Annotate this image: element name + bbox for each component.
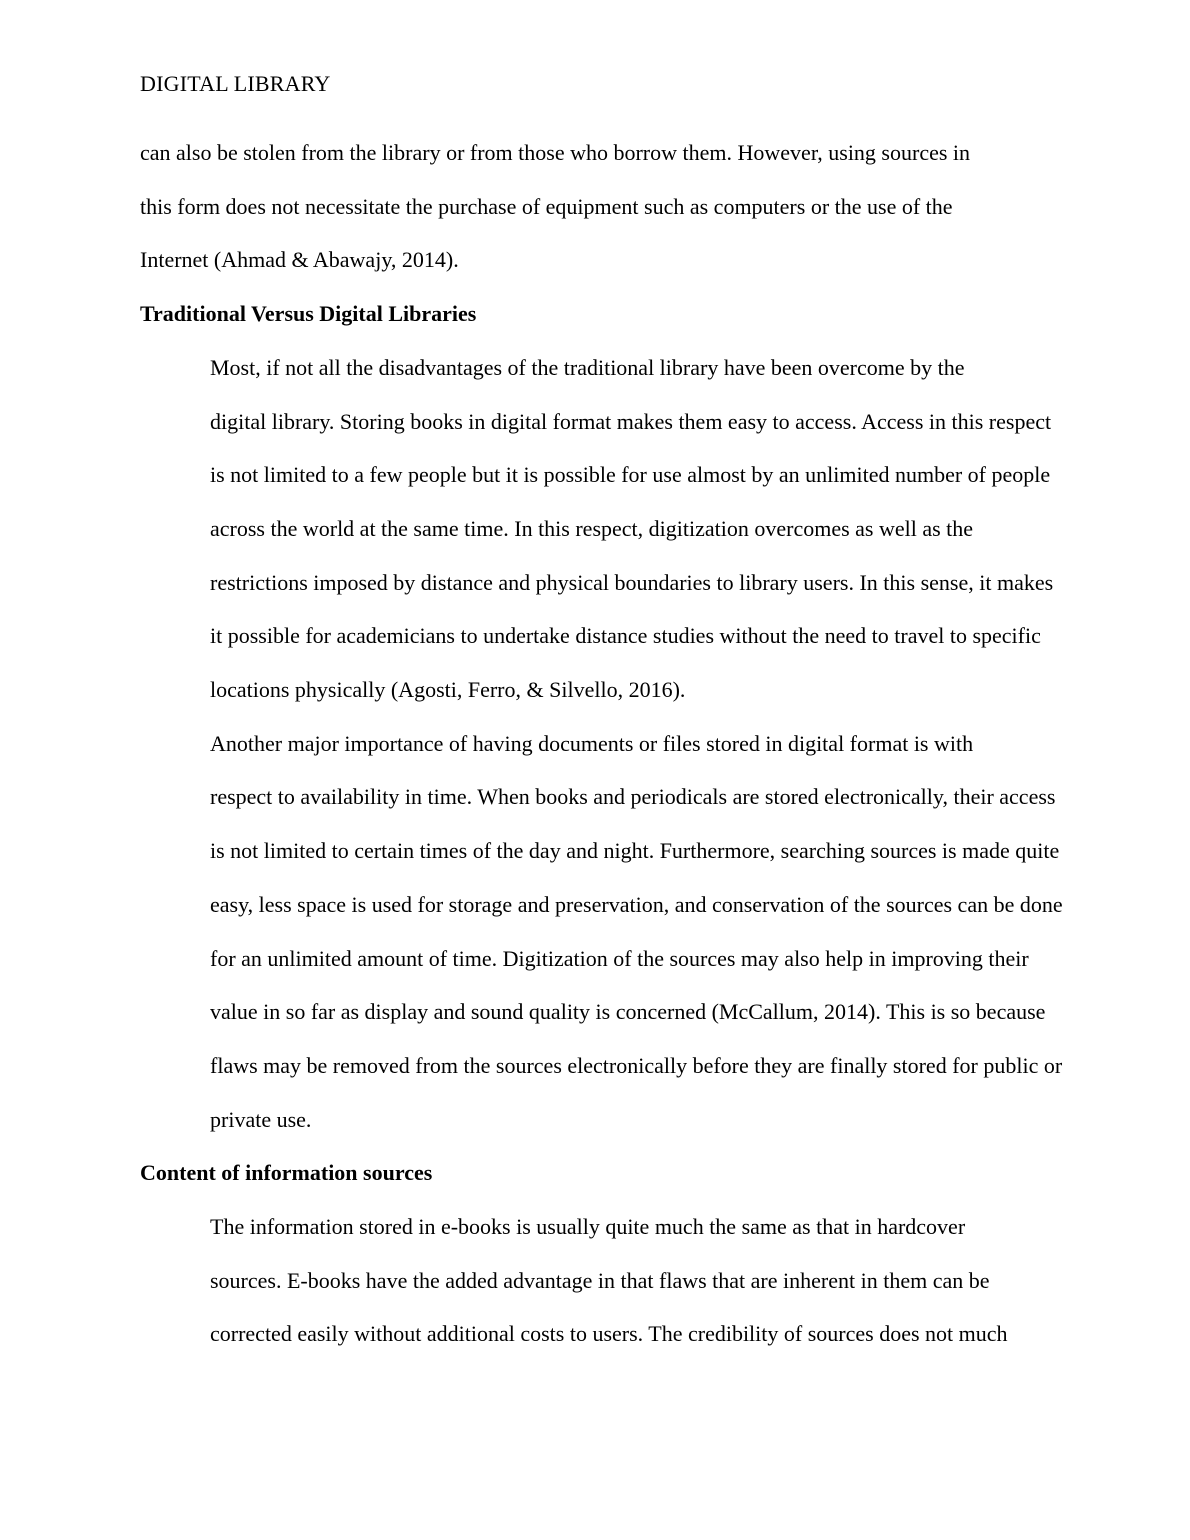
text-line: Most, if not all the disadvantages of the traditional library have been overcome by the xyxy=(210,354,965,380)
text-line: respect to availability in time. When books and periodicals are stored electronically, their access xyxy=(210,784,1056,810)
text-line: sources. E-books have the added advantage in that flaws that are inherent in them can be xyxy=(210,1267,990,1293)
text-line: easy, less space is used for storage and preservation, and conservation of the sources can be done xyxy=(210,891,1063,917)
paragraph-digital-access xyxy=(140,341,1052,717)
text-line: The information stored in e-books is usually quite much the same as that in hardcover xyxy=(210,1214,966,1240)
paragraph-ebooks xyxy=(140,1200,1052,1361)
text-line: corrected easily without additional costs to users. The credibility of sources does not much xyxy=(210,1321,1008,1347)
paragraph-continued xyxy=(140,126,1052,287)
text-line: value in so far as display and sound quality is concerned (McCallum, 2014). This is so because xyxy=(210,999,1046,1025)
text-line: it possible for academicians to undertake distance studies without the need to travel to specific xyxy=(210,623,1041,649)
document-body xyxy=(140,126,1063,1361)
text-line: Another major importance of having documents or files stored in digital format is with xyxy=(210,730,974,756)
paragraph-availability xyxy=(140,717,1063,1147)
text-line: can also be stolen from the library or from those who borrow them. However, using sources in xyxy=(140,140,971,165)
text-line: across the world at the same time. In this respect, digitization overcomes as well as the xyxy=(210,515,974,541)
text-line: restrictions imposed by distance and physical boundaries to library users. In this sense, it makes xyxy=(210,569,1054,595)
running-head: DIGITAL LIBRARY xyxy=(140,71,331,96)
text-line: is not limited to certain times of the day and night. Furthermore, searching sources is made quite xyxy=(210,838,1060,864)
text-line: for an unlimited amount of time. Digitization of the sources may also help in improving their xyxy=(210,945,1029,971)
text-line: flaws may be removed from the sources electronically before they are finally stored for public or xyxy=(210,1052,1063,1078)
text-line: is not limited to a few people but it is possible for use almost by an unlimited number of people xyxy=(210,462,1051,488)
text-line: private use. xyxy=(210,1106,312,1132)
section-heading-content-sources: Content of information sources xyxy=(140,1160,433,1186)
text-line: digital library. Storing books in digital format makes them easy to access. Access in this respect xyxy=(210,408,1052,434)
text-line: Internet (Ahmad & Abawajy, 2014). xyxy=(140,247,459,273)
text-line: locations physically (Agosti, Ferro, & Silvello, 2016). xyxy=(210,677,686,703)
section-heading-traditional-vs-digital: Traditional Versus Digital Libraries xyxy=(140,301,477,327)
text-line: this form does not necessitate the purchase of equipment such as computers or the use of the xyxy=(140,193,953,219)
